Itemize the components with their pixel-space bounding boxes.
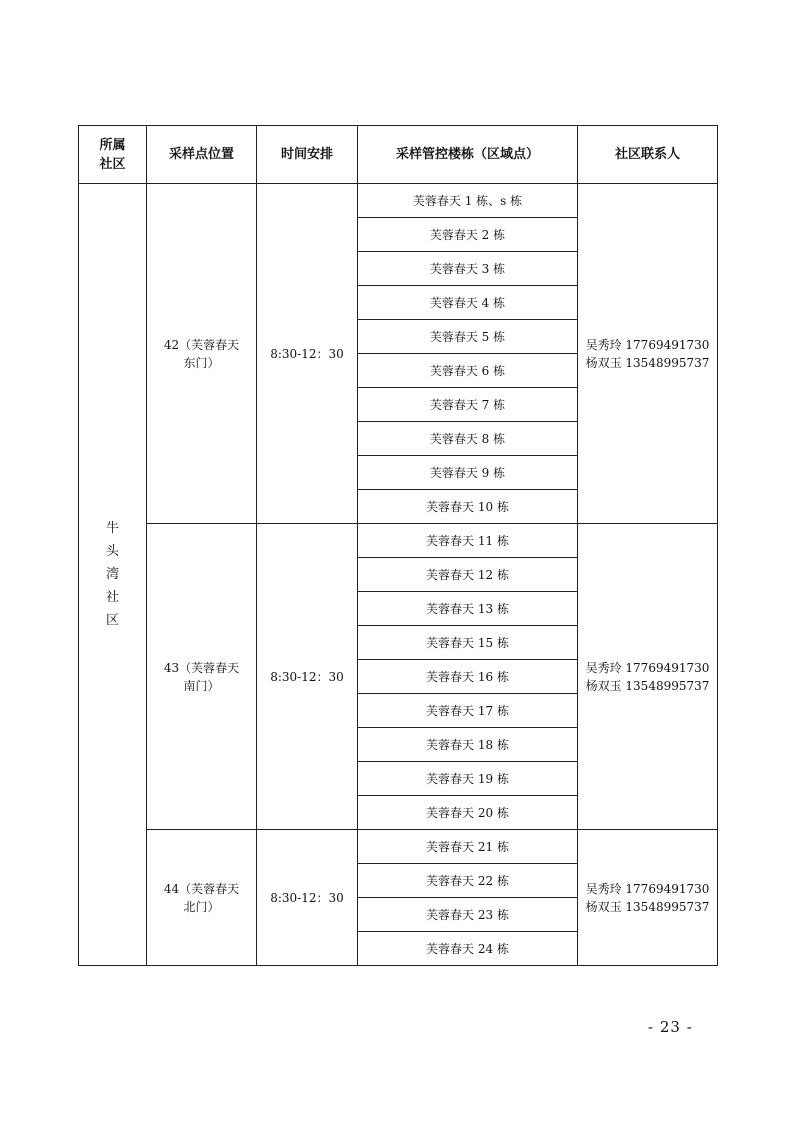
building-cell: 芙蓉春天 8 栋 <box>358 422 578 456</box>
building-cell: 芙蓉春天 11 栋 <box>358 524 578 558</box>
contacts-cell <box>578 524 718 830</box>
page-number: - 23 - <box>648 1018 693 1036</box>
contact-line: 吴秀玲 17769491730 <box>585 660 710 675</box>
contacts-cell <box>578 184 718 524</box>
building-cell: 芙蓉春天 5 栋 <box>358 320 578 354</box>
table-row <box>79 830 718 864</box>
contact-line: 吴秀玲 17769491730 <box>585 881 710 896</box>
building-cell: 芙蓉春天 3 栋 <box>358 252 578 286</box>
building-cell: 芙蓉春天 20 栋 <box>358 796 578 830</box>
building-cell: 芙蓉春天 1 栋、s 栋 <box>358 184 578 218</box>
building-cell: 芙蓉春天 18 栋 <box>358 728 578 762</box>
building-cell: 芙蓉春天 17 栋 <box>358 694 578 728</box>
building-cell: 芙蓉春天 4 栋 <box>358 286 578 320</box>
building-cell: 芙蓉春天 13 栋 <box>358 592 578 626</box>
header-time: 时间安排 <box>257 126 358 184</box>
building-cell: 芙蓉春天 7 栋 <box>358 388 578 422</box>
building-cell: 芙蓉春天 16 栋 <box>358 660 578 694</box>
community-cell: 牛头湾社区 <box>79 184 147 966</box>
header-site-location: 采样点位置 <box>147 126 257 184</box>
building-cell: 芙蓉春天 24 栋 <box>358 932 578 966</box>
contact-line: 杨双玉 13548995737 <box>585 899 710 914</box>
site-time-cell: 8:30-12：30 <box>257 524 358 830</box>
building-cell: 芙蓉春天 15 栋 <box>358 626 578 660</box>
header-contacts: 社区联系人 <box>578 126 718 184</box>
building-cell: 芙蓉春天 2 栋 <box>358 218 578 252</box>
building-cell: 芙蓉春天 6 栋 <box>358 354 578 388</box>
table-row <box>79 184 718 218</box>
contact-line: 杨双玉 13548995737 <box>585 355 710 370</box>
header-community: 所属社区 <box>79 126 147 184</box>
contact-line: 杨双玉 13548995737 <box>585 678 710 693</box>
building-cell: 芙蓉春天 21 栋 <box>358 830 578 864</box>
building-cell: 芙蓉春天 22 栋 <box>358 864 578 898</box>
contacts-cell <box>578 830 718 966</box>
site-location-cell: 43（芙蓉春天南门） <box>147 524 257 830</box>
site-time-cell: 8:30-12：30 <box>257 184 358 524</box>
header-buildings: 采样管控楼栋（区域点） <box>358 126 578 184</box>
table-row <box>79 524 718 558</box>
site-location-cell: 42（芙蓉春天东门） <box>147 184 257 524</box>
site-location-cell: 44（芙蓉春天北门） <box>147 830 257 966</box>
building-cell: 芙蓉春天 10 栋 <box>358 490 578 524</box>
sampling-schedule-table <box>78 125 718 966</box>
contact-line: 吴秀玲 17769491730 <box>585 337 710 352</box>
site-time-cell: 8:30-12：30 <box>257 830 358 966</box>
building-cell: 芙蓉春天 19 栋 <box>358 762 578 796</box>
table-header-row <box>79 126 718 184</box>
building-cell: 芙蓉春天 23 栋 <box>358 898 578 932</box>
building-cell: 芙蓉春天 9 栋 <box>358 456 578 490</box>
building-cell: 芙蓉春天 12 栋 <box>358 558 578 592</box>
